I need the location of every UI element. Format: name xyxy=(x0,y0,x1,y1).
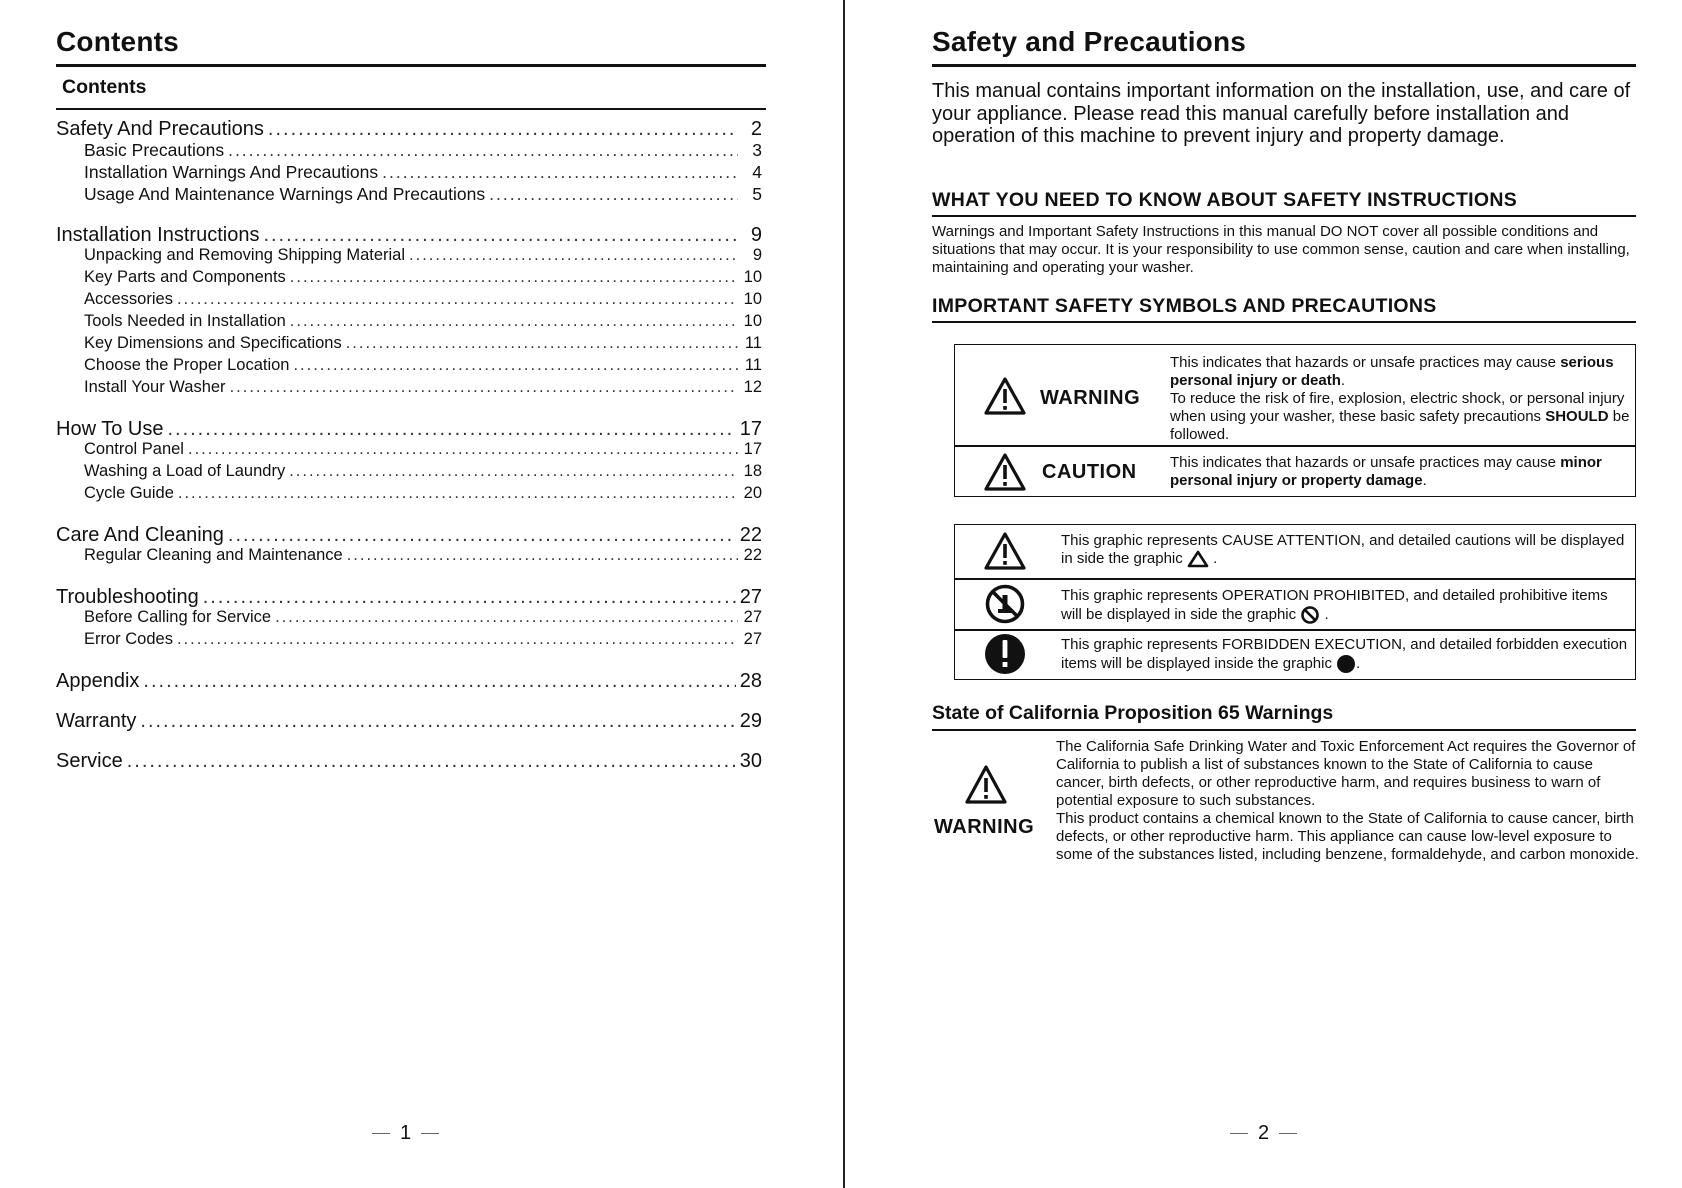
prop65-text: The California Safe Drinking Water and Toxic Enforcement Act requires the Governor of California to publish a list of substances known to the State of California to cause cancer, birth defects, or other reproductive harm, and requires business to warn of potential exposure to such substances. This product contains a chemical known to the State of California to cause cancer, birth defects, or other reproductive harm. This appliance can cause low-level exposure to some of the substances listed, including benzene, formaldehyde, and carbon monoxide. xyxy=(1056,738,1639,863)
toc-entry[interactable]: Care And Cleaning ..... 22 xyxy=(56,524,762,546)
toc-subentry[interactable]: Install Your Washer ..... 12 xyxy=(56,378,762,400)
symbol-table xyxy=(954,524,1636,680)
leader-dots xyxy=(293,356,738,375)
prohibited-icon xyxy=(984,583,1026,625)
toc-entry[interactable]: Appendix ..... 28 xyxy=(56,670,762,692)
mandatory-small-icon xyxy=(1336,654,1356,674)
section-rule xyxy=(932,321,1636,323)
toc-section xyxy=(56,118,762,206)
toc-entry[interactable]: Troubleshooting ..... 27 xyxy=(56,586,762,608)
page-title: Contents xyxy=(56,26,179,57)
leader-dots xyxy=(228,524,736,547)
warning-label: WARNING xyxy=(1040,387,1141,409)
toc-subentry[interactable]: Choose the Proper Location ..... 11 xyxy=(56,356,762,378)
signal-word-table xyxy=(954,344,1636,497)
intro-paragraph: This manual contains important information on the installation, use, and care of your appliance. Please read this manual carefully before installation and operation of this machine to prevent injury and property damage. xyxy=(932,80,1631,148)
leader-dots xyxy=(178,484,738,503)
warning-description: This indicates that hazards or unsafe practices may cause serious personal injury or death. To reduce the risk of fire, explosion, electric shock, or personal injury when using your washer, these basic safety precautions SHOULD be followed. xyxy=(1170,354,1630,443)
subtitle-rule xyxy=(56,108,766,110)
leader-dots xyxy=(230,378,738,397)
leader-dots xyxy=(167,418,735,441)
toc-section xyxy=(56,586,762,652)
toc-subentry[interactable]: Regular Cleaning and Maintenance ..... 22 xyxy=(56,546,762,568)
toc-entry[interactable]: How To Use ..... 17 xyxy=(56,418,762,440)
dash-right xyxy=(421,1133,439,1134)
toc-subentry[interactable]: Unpacking and Removing Shipping Material ..... 9 xyxy=(56,246,762,268)
leader-dots xyxy=(382,162,738,183)
leader-dots xyxy=(409,246,738,265)
toc-subentry[interactable]: Basic Precautions ..... 3 xyxy=(56,140,762,162)
page-number: 2 xyxy=(1230,1122,1297,1145)
dash-left xyxy=(372,1133,390,1134)
toc-subentry[interactable]: Before Calling for Service ..... 27 xyxy=(56,608,762,630)
leader-dots xyxy=(290,268,738,287)
section-rule xyxy=(932,215,1636,217)
dash-left xyxy=(1230,1133,1248,1134)
section-heading: WHAT YOU NEED TO KNOW ABOUT SAFETY INSTRUCTIONS xyxy=(932,189,1518,211)
leader-dots xyxy=(188,440,738,459)
toc-subentry[interactable]: Accessories ..... 10 xyxy=(56,290,762,312)
contents-subtitle: Contents xyxy=(62,76,147,98)
section-rule xyxy=(932,729,1636,731)
prop65-heading: State of California Proposition 65 Warnings xyxy=(932,702,1334,724)
toc-section xyxy=(56,418,762,506)
leader-dots xyxy=(203,586,736,609)
prohibited-small-icon xyxy=(1300,605,1320,625)
attention-triangle-icon xyxy=(983,531,1027,571)
title-rule xyxy=(932,64,1636,67)
warning-triangle-icon xyxy=(983,376,1027,416)
symbol-description: This graphic represents CAUSE ATTENTION, and detailed cautions will be displayed in side the graphic . xyxy=(1061,532,1625,567)
leader-dots xyxy=(489,184,738,205)
toc-subentry[interactable]: Control Panel ..... 17 xyxy=(56,440,762,462)
symbol-row xyxy=(955,631,1635,679)
symbol-description: This graphic represents FORBIDDEN EXECUTION, and detailed forbidden execution items will be displayed inside the graphic . xyxy=(1061,636,1631,674)
toc-section xyxy=(56,670,762,692)
title-rule xyxy=(56,64,766,67)
toc-subentry[interactable]: Tools Needed in Installation ..... 10 xyxy=(56,312,762,334)
leader-dots xyxy=(140,710,735,733)
toc-entry[interactable]: Installation Instructions ..... 9 xyxy=(56,224,762,246)
leader-dots xyxy=(347,546,738,565)
toc-subentry[interactable]: Key Dimensions and Specifications ..... 11 xyxy=(56,334,762,356)
know-paragraph: Warnings and Important Safety Instructions in this manual DO NOT cover all possible conditions and situations that may occur. It is your responsibility to use common sense, caution and care when installing, maintaining and operating your washer. xyxy=(932,223,1630,276)
toc-subentry[interactable]: Cycle Guide ..... 20 xyxy=(56,484,762,506)
leader-dots xyxy=(143,670,735,693)
caution-description: This indicates that hazards or unsafe practices may cause minor personal injury or property damage. xyxy=(1170,454,1602,489)
dash-right xyxy=(1279,1133,1297,1134)
caution-triangle-icon xyxy=(983,452,1027,492)
toc-subentry[interactable]: Key Parts and Components ..... 10 xyxy=(56,268,762,290)
warning-triangle-icon xyxy=(964,764,1008,806)
leader-dots xyxy=(127,750,736,773)
caution-label: CAUTION xyxy=(1042,461,1137,483)
toc-section xyxy=(56,524,762,568)
leader-dots xyxy=(177,630,738,649)
leader-dots xyxy=(275,608,738,627)
symbol-row xyxy=(955,580,1635,629)
toc-entry[interactable]: Warranty ..... 29 xyxy=(56,710,762,732)
leader-dots xyxy=(346,334,738,353)
leader-dots xyxy=(263,224,738,247)
toc-section xyxy=(56,750,762,772)
toc-subentry[interactable]: Usage And Maintenance Warnings And Precautions ..... 5 xyxy=(56,184,762,206)
attention-triangle-small-icon xyxy=(1187,550,1209,568)
warning-row xyxy=(955,345,1635,445)
toc-section xyxy=(56,710,762,732)
prop65-warning-label: WARNING xyxy=(934,816,1035,838)
page-number: 1 xyxy=(372,1122,439,1145)
page-divider xyxy=(843,0,845,1188)
toc-entry[interactable]: Service ..... 30 xyxy=(56,750,762,772)
leader-dots xyxy=(177,290,738,309)
toc-section xyxy=(56,224,762,400)
leader-dots xyxy=(290,312,738,331)
toc-subentry[interactable]: Error Codes ..... 27 xyxy=(56,630,762,652)
symbol-description: This graphic represents OPERATION PROHIBITED, and detailed prohibitive items will be displayed in side the graphic . xyxy=(1061,587,1631,625)
leader-dots xyxy=(289,462,738,481)
section-heading: IMPORTANT SAFETY SYMBOLS AND PRECAUTIONS xyxy=(932,295,1437,317)
toc-subentry[interactable]: Washing a Load of Laundry ..... 18 xyxy=(56,462,762,484)
toc-entry[interactable]: Safety And Precautions ..... 2 xyxy=(56,118,762,140)
table-of-contents xyxy=(56,118,762,790)
leader-dots xyxy=(268,118,738,141)
caution-row xyxy=(955,447,1635,497)
symbol-row xyxy=(955,525,1635,578)
mandatory-icon xyxy=(984,633,1026,675)
toc-subentry[interactable]: Installation Warnings And Precautions ..... 4 xyxy=(56,162,762,184)
leader-dots xyxy=(228,140,738,161)
page-title: Safety and Precautions xyxy=(932,26,1247,57)
safety-page xyxy=(846,0,1682,1188)
